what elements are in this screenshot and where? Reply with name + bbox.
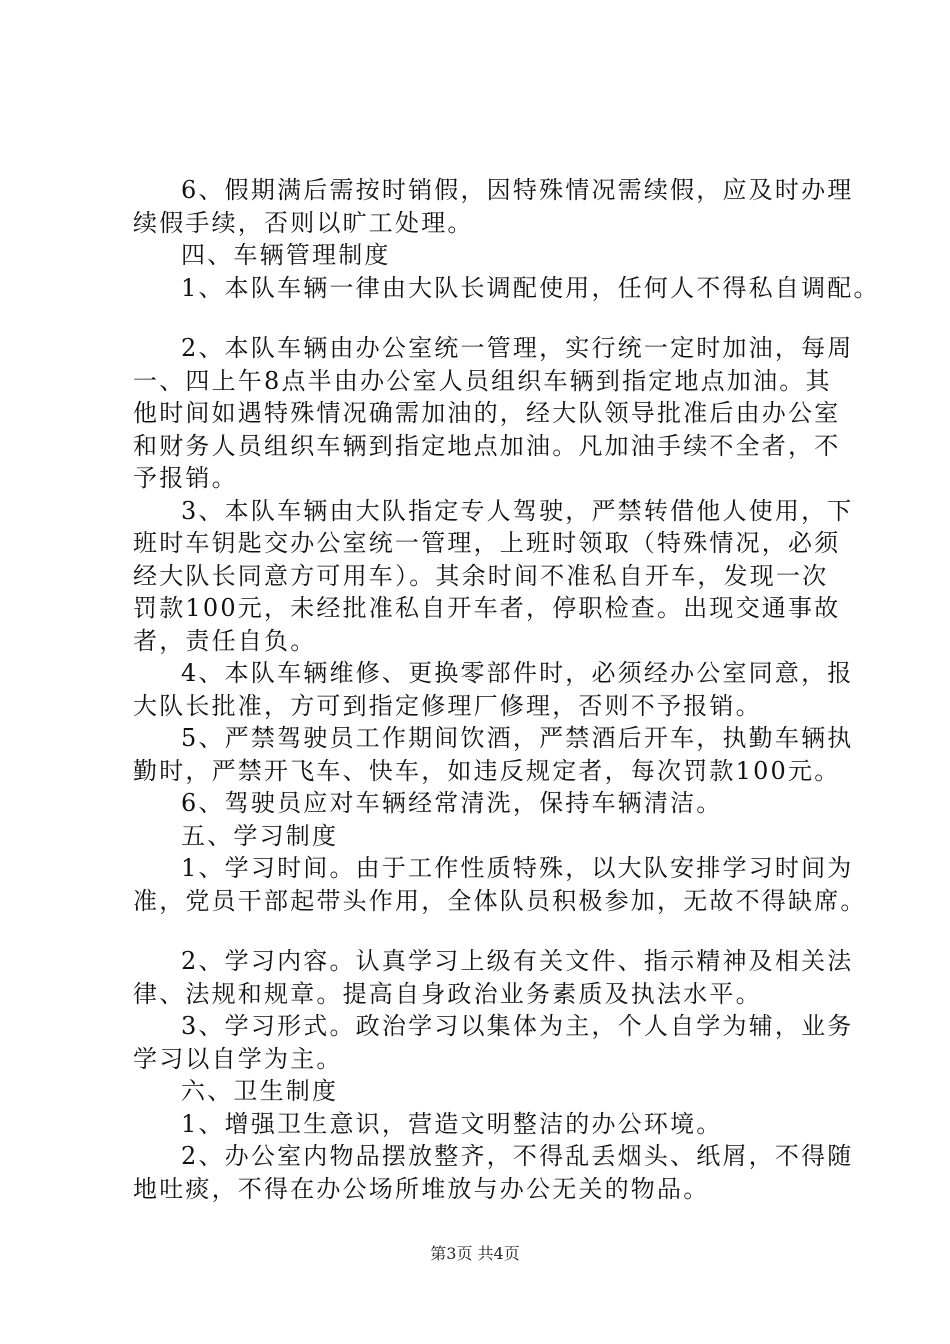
paragraph-line: 准，党员干部起带头作用，全体队员积极参加，无故不得缺席。 xyxy=(133,886,867,915)
paragraph-gap xyxy=(133,304,833,332)
paragraph-line: 地吐痰，不得在办公场所堆放与办公无关的物品。 xyxy=(133,1174,710,1203)
paragraph-line: 大队长批准，方可到指定修理厂修理，否则不予报销。 xyxy=(133,691,762,720)
section-heading: 四、车辆管理制度 xyxy=(181,241,391,269)
paragraph-line: 4、本队车辆维修、更换零部件时，必须经办公室同意，报 xyxy=(181,659,854,687)
paragraph-line: 2、本队车辆由办公室统一管理，实行统一定时加油，每周 xyxy=(181,334,854,362)
section-heading: 六、卫生制度 xyxy=(181,1077,339,1105)
paragraph-line: 学习以自学为主。 xyxy=(133,1044,343,1073)
paragraph-line: 予报销。 xyxy=(133,464,238,492)
paragraph-line: 者，责任自负。 xyxy=(133,626,317,655)
paragraph-line: 律、法规和规章。提高自身政治业务素质及执法水平。 xyxy=(133,979,762,1008)
paragraph-line: 1、本队车辆一律由大队长调配使用，任何人不得私自调配。 xyxy=(181,273,880,302)
paragraph-line: 勤时，严禁开飞车、快车，如违反规定者，每次罚款100元。 xyxy=(133,756,841,785)
paragraph-line: 和财务人员组织车辆到指定地点加油。凡加油手续不全者，不 xyxy=(133,431,841,460)
paragraph-line: 3、本队车辆由大队指定专人驾驶，严禁转借他人使用，下 xyxy=(181,496,854,525)
paragraph-line: 2、学习内容。认真学习上级有关文件、指示精神及相关法 xyxy=(181,947,854,975)
paragraph-line: 2、办公室内物品摆放整齐，不得乱丢烟头、纸屑，不得随 xyxy=(181,1142,854,1170)
paragraph-line: 一、四上午8点半由办公室人员组织车辆到指定地点加油。其 xyxy=(133,366,832,395)
paragraph-line: 1、增强卫生意识，营造文明整洁的办公环境。 xyxy=(181,1109,723,1138)
section-heading: 五、学习制度 xyxy=(181,821,339,850)
paragraph-line: 班时车钥匙交办公室统一管理，上班时领取（特殊情况，必须 xyxy=(133,529,841,557)
paragraph-line: 1、学习时间。由于工作性质特殊，以大队安排学习时间为 xyxy=(181,854,854,882)
document-body xyxy=(133,174,880,1205)
paragraph-line: 经大队长同意方可用车）。其余时间不准私自开车，发现一次 xyxy=(133,561,829,590)
paragraph-line: 3、学习形式。政治学习以集体为主，个人自学为辅，业务 xyxy=(181,1012,854,1040)
paragraph-line: 罚款100元，未经批准私自开车者，停职检查。出现交通事故 xyxy=(133,594,841,622)
paragraph-gap xyxy=(133,917,833,945)
paragraph-line: 5、严禁驾驶员工作期间饮酒，严禁酒后开车，执勤车辆执 xyxy=(181,724,854,752)
paragraph-line: 他时间如遇特殊情况确需加油的，经大队领导批准后由办公室 xyxy=(133,399,841,427)
page-number-footer: 第3页 共4页 xyxy=(430,1244,520,1263)
paragraph-line: 6、驾驶员应对车辆经常清洗，保持车辆清洁。 xyxy=(181,789,723,817)
paragraph-line: 6、假期满后需按时销假，因特殊情况需续假，应及时办理 xyxy=(181,176,854,204)
paragraph-line: 续假手续，否则以旷工处理。 xyxy=(133,208,474,237)
